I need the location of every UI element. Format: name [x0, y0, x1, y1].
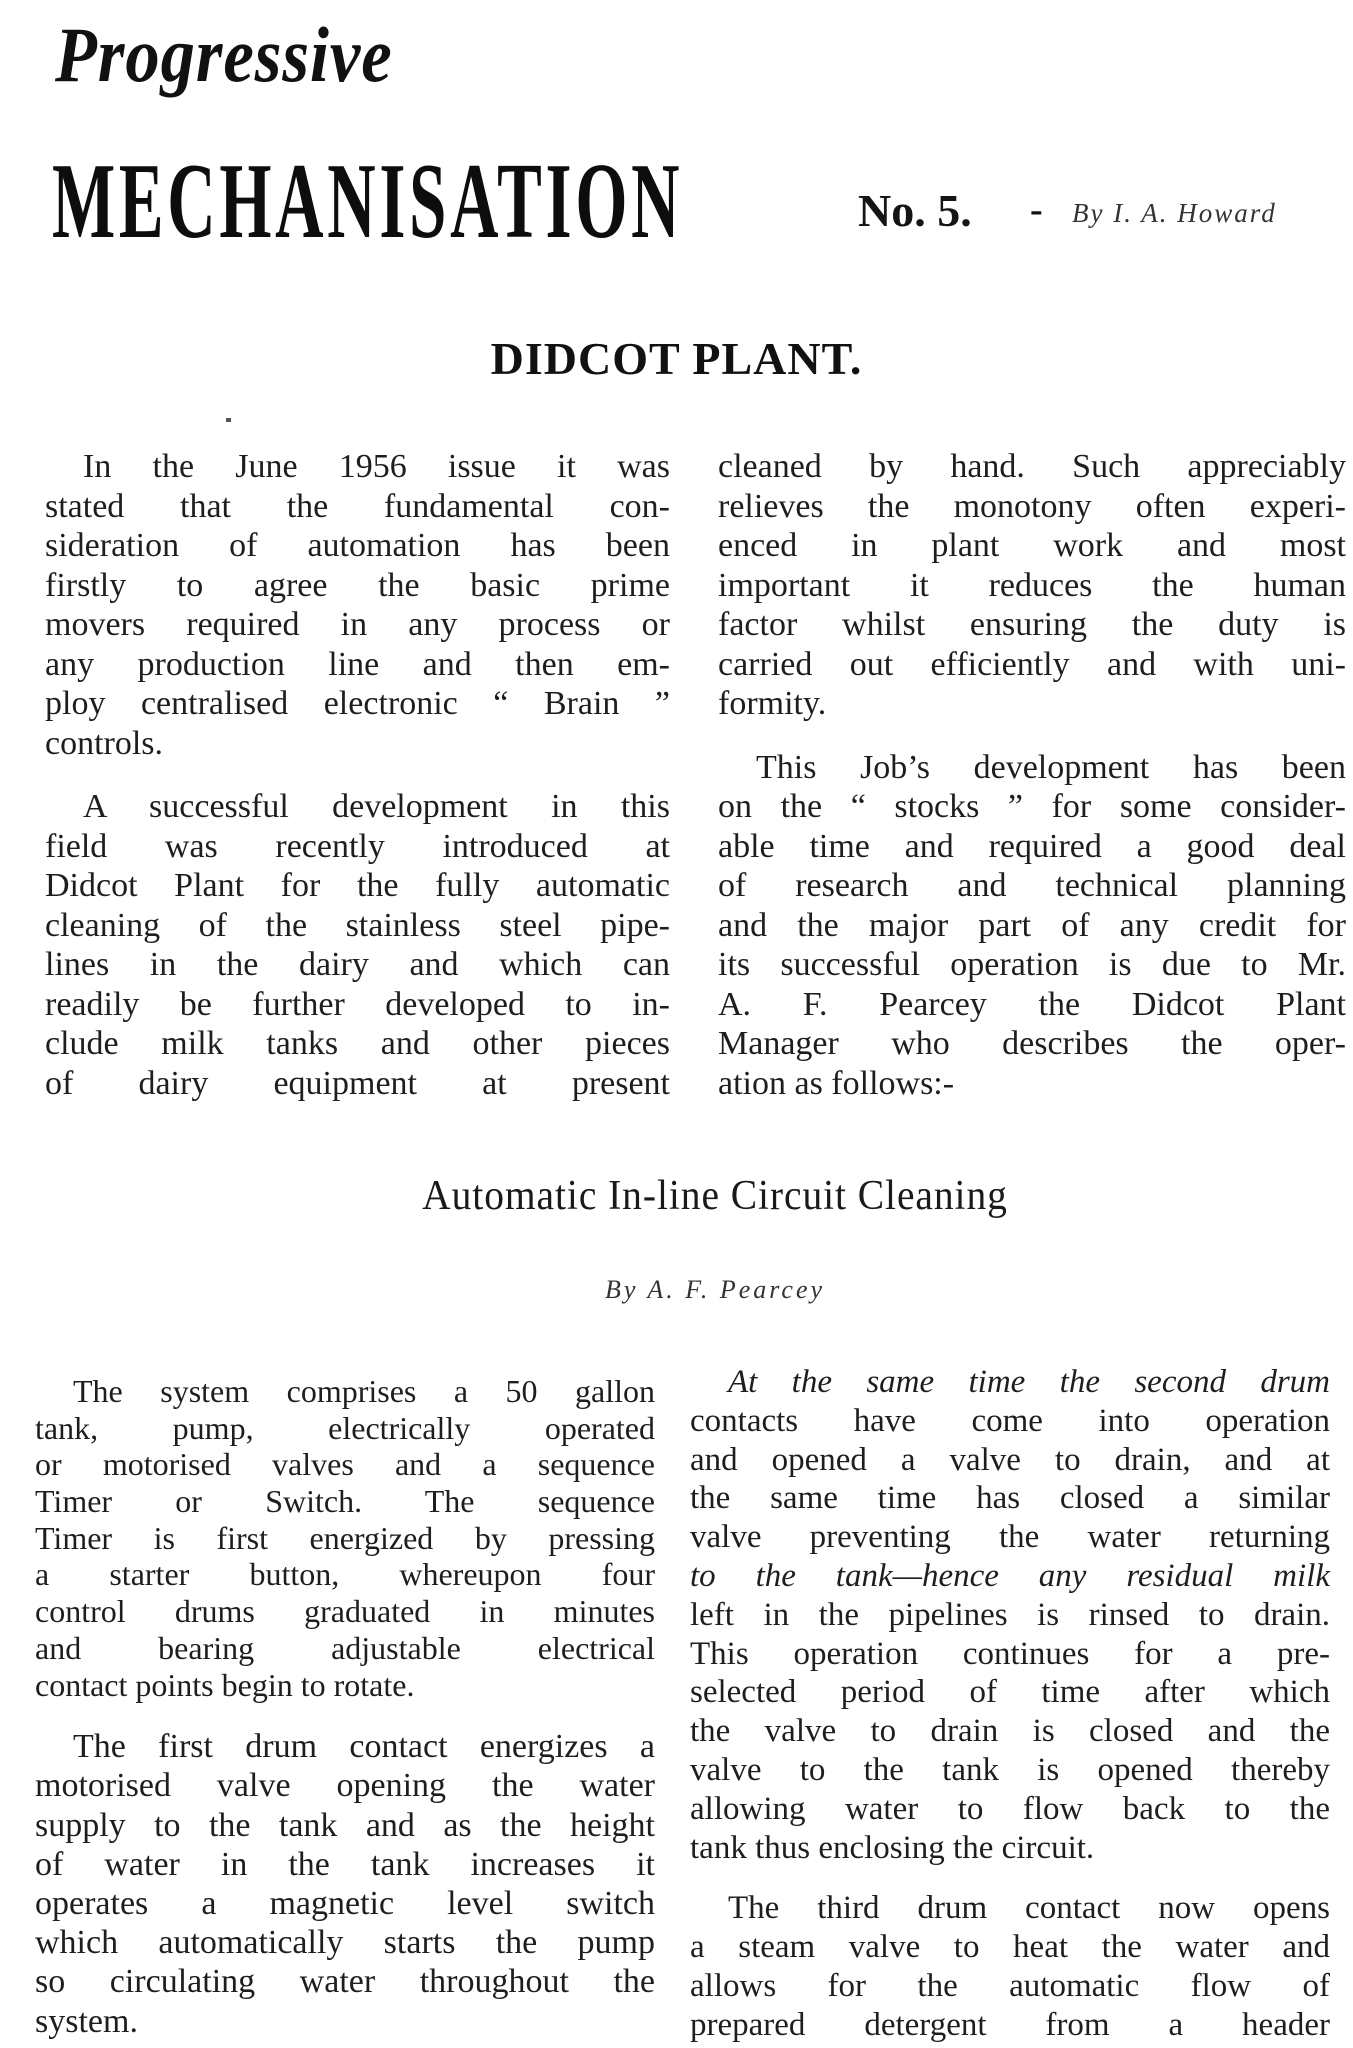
text-line: enced in plant work and most — [718, 527, 1346, 564]
text-line: sideration of automation has been — [45, 527, 670, 564]
text-line: Didcot Plant for the fully automatic — [45, 867, 670, 904]
text-line: its successful operation is due to Mr. — [718, 946, 1346, 983]
text-line: of research and technical planning — [718, 867, 1346, 904]
text-line: control drums graduated in minutes — [35, 1593, 655, 1630]
main-title: MECHANISATION — [52, 142, 684, 261]
section-heading: Automatic In-line Circuit Cleaning — [422, 1173, 1008, 1219]
text-line: A. F. Pearcey the Didcot Plant — [718, 985, 1346, 1023]
text-line: operates a magnetic level switch — [35, 1884, 655, 1922]
text-line: allowing water to flow back to the — [690, 1790, 1330, 1827]
text-line: cleaned by hand. Such appreciably — [718, 448, 1346, 485]
text-line: of dairy equipment at present — [45, 1064, 670, 1102]
paragraph — [45, 787, 670, 1103]
paragraph — [35, 1727, 655, 2041]
text-line: of water in the tank increases it — [35, 1845, 655, 1883]
paragraph — [690, 1363, 1330, 1867]
text-line: and bearing adjustable electrical — [35, 1629, 655, 1666]
paragraph — [718, 748, 1346, 1104]
article-2-right-column — [690, 1363, 1330, 2045]
text-line: or motorised valves and a sequence — [35, 1446, 655, 1483]
text-line: and the major part of any credit for — [718, 906, 1346, 944]
text-line: a starter button, whereupon four — [35, 1556, 655, 1593]
text-line: A successful development in this — [83, 788, 670, 825]
section-byline: By A. F. Pearcey — [604, 1275, 826, 1304]
text-line: selected period of time after which — [690, 1674, 1330, 1711]
text-line: formity. — [718, 685, 827, 722]
text-line: The system comprises a 50 gallon — [73, 1373, 655, 1409]
text-line: supply to the tank and as the height — [35, 1806, 655, 1844]
text-line: left in the pipelines is rinsed to drain. — [690, 1596, 1330, 1633]
paragraph — [690, 1889, 1330, 2044]
text-line: carried out efficiently and with uni- — [718, 645, 1346, 683]
text-line: Timer or Switch. The sequence — [35, 1483, 655, 1520]
text-line: so circulating water throughout the — [35, 1963, 655, 2001]
text-line: contacts have come into operation — [690, 1402, 1330, 1439]
issue-number: No. 5. — [858, 185, 972, 236]
text-line: to the tank—hence any residual milk — [690, 1557, 1330, 1594]
text-line: important it reduces the human — [718, 566, 1346, 604]
text-line: The third drum contact now opens — [728, 1890, 1330, 1927]
text-line: controls. — [45, 724, 164, 762]
text-line: ation as follows:- — [718, 1064, 955, 1102]
title-dash: - — [1030, 189, 1043, 231]
article-heading: DIDCOT PLANT. — [490, 333, 863, 384]
text-line: system. — [35, 2002, 138, 2040]
text-line: clude milk tanks and other pieces — [45, 1025, 670, 1062]
text-line: tank, pump, electrically operated — [35, 1409, 655, 1446]
text-line: factor whilst ensuring the duty is — [718, 606, 1346, 643]
text-line: lines in the dairy and which can — [45, 946, 670, 983]
text-line: At the same time the second drum — [728, 1364, 1330, 1400]
text-line: contact points begin to rotate. — [35, 1666, 415, 1703]
text-line: allows for the automatic flow of — [690, 1967, 1330, 2004]
text-line: any production line and then em- — [45, 645, 670, 683]
text-line: ploy centralised electronic “ Brain ” — [45, 685, 670, 722]
text-line: In the June 1956 issue it was — [83, 448, 670, 485]
text-line: the same time has closed a similar — [690, 1480, 1330, 1517]
text-line: tank thus enclosing the circuit. — [690, 1829, 1095, 1866]
author-byline: By I. A. Howard — [1072, 198, 1277, 228]
text-line: motorised valve opening the water — [35, 1767, 655, 1805]
text-line: readily be further developed to in- — [45, 985, 670, 1023]
text-line: firstly to agree the basic prime — [45, 566, 670, 604]
article-1-left-column — [45, 447, 670, 1103]
article-1-right-column — [718, 447, 1346, 1103]
text-line: cleaning of the stainless steel pipe- — [45, 906, 670, 944]
text-line: Timer is first energized by pressing — [35, 1519, 655, 1556]
text-line: able time and required a good deal — [718, 827, 1346, 865]
text-line: valve preventing the water returning — [690, 1519, 1330, 1556]
text-line: field was recently introduced at — [45, 827, 670, 865]
text-line: prepared detergent from a header — [690, 2006, 1330, 2043]
text-line: This operation continues for a pre- — [690, 1635, 1330, 1672]
text-line: and opened a valve to drain, and at — [690, 1441, 1330, 1478]
text-line: stated that the fundamental con- — [45, 487, 670, 525]
text-line: which automatically starts the pump — [35, 1924, 655, 1962]
text-line: the valve to drain is closed and the — [690, 1713, 1330, 1750]
series-title: Progressive — [55, 11, 393, 98]
paragraph — [45, 447, 670, 763]
article-2-left-column — [35, 1373, 655, 2041]
text-line: This Job’s development has been — [756, 748, 1346, 786]
print-speck — [226, 418, 231, 422]
text-line: The first drum contact energizes a — [73, 1728, 655, 1766]
text-line: a steam valve to heat the water and — [690, 1929, 1330, 1966]
text-line: on the “ stocks ” for some consider- — [718, 788, 1346, 825]
text-line: valve to the tank is opened thereby — [690, 1751, 1330, 1788]
paragraph — [718, 447, 1346, 724]
text-line: relieves the monotony often experi- — [718, 487, 1346, 525]
paragraph — [35, 1373, 655, 1703]
text-line: movers required in any process or — [45, 606, 670, 643]
text-line: Manager who describes the oper- — [718, 1025, 1346, 1062]
